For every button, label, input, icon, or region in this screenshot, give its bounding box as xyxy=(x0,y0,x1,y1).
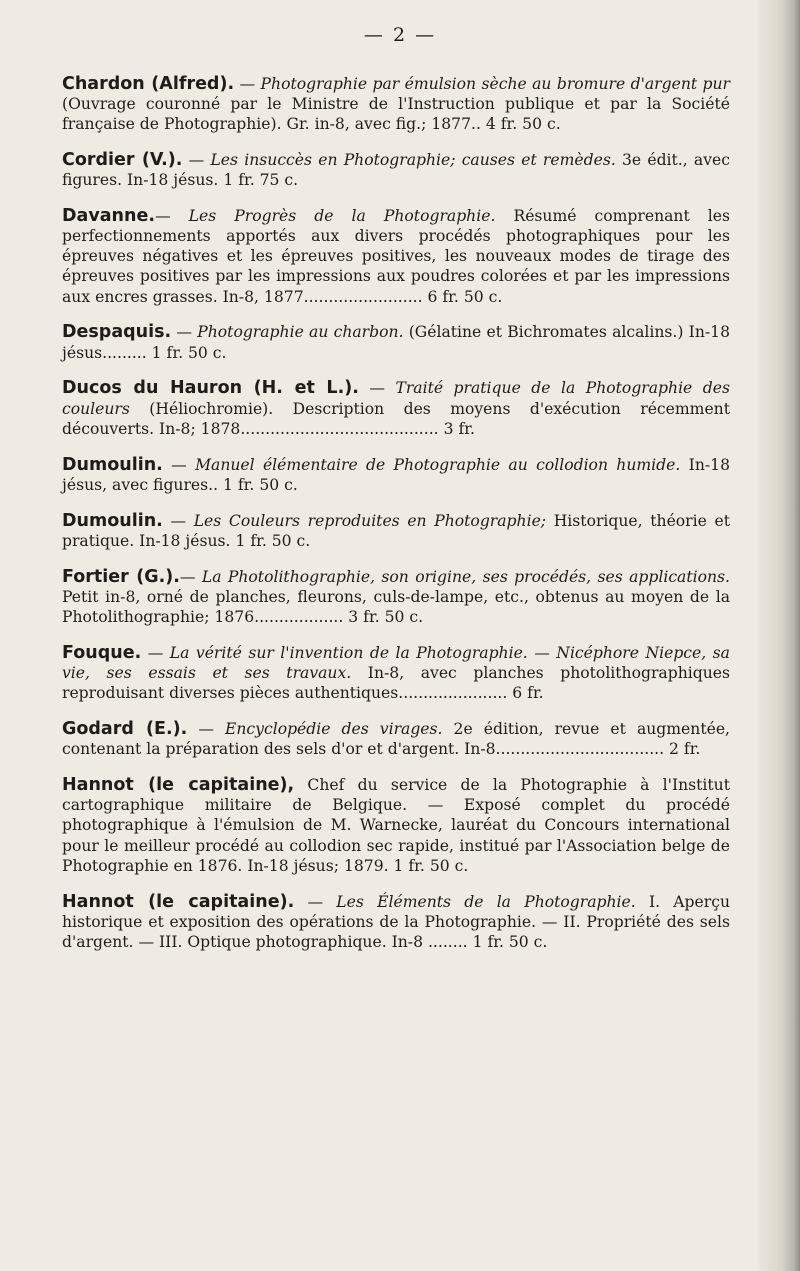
catalogue-entry: Hannot (le capitaine). — Les Éléments de la Photographie. I. Aperçu historique et exposition des opérations de la Photographie. — II. Propriété des sels d'argent. — III. Optique photographique. In-8 ........ 1 fr. 50 c. xyxy=(62,891,730,952)
catalogue-entries xyxy=(62,58,730,963)
entry-author: Dumoulin. xyxy=(62,510,163,531)
catalogue-entry: Dumoulin. — Manuel élémentaire de Photographie au collodion humide. In-18 jésus, avec figures.. 1 fr. 50 c. xyxy=(62,454,730,494)
entry-description: Petit in-8, orné de planches, fleurons, culs-de-lampe, etc., obtenus au moyen de la Photolithographie; 1876.................. 3 fr. 50 c. xyxy=(62,587,730,627)
entry-description: Résumé comprenant les perfectionnements apportés aux divers procédés photographiques pour les épreuves négatives et les épreuves positives, les nouveaux modes de tirage des épreuves positives par les impressions aux poudres colorées et par les impressions aux encres grasses. In-8, 1877........................ 6 fr. 50 c. xyxy=(62,206,730,306)
entry-author: Despaquis. xyxy=(62,322,172,343)
entry-title: La vérité sur l'invention de la Photographie. — Nicéphore Niepce, sa vie, ses essais et ses travaux. xyxy=(62,643,730,683)
catalogue-entry: Chardon (Alfred). — Photographie par émulsion sèche au bromure d'argent pur (Ouvrage couronné par le Ministre de l'Instruction publique et par la Société française de Photographie). Gr. in-8, avec fig.; 1877.. 4 fr. 50 c. xyxy=(62,73,731,133)
entry-description: (Gélatine et Bichromates alcalins.) In-18 jésus......... 1 fr. 50 c. xyxy=(62,323,730,362)
catalogue-entry: Godard (E.). — Encyclopédie des virages. 2e édition, revue et augmentée, contenant la préparation des sels d'or et d'argent. In-8.................................. 2 fr. xyxy=(62,719,731,759)
entry-title: Photographie au charbon. xyxy=(197,323,404,342)
entry-description: 3e édit., avec figures. In-18 jésus. 1 fr. 75 c. xyxy=(62,150,730,189)
catalogue-entry: Cordier (V.). — Les insuccès en Photographie; causes et remèdes. 3e édit., avec figures. In-18 jésus. 1 fr. 75 c. xyxy=(62,149,730,189)
entry-author: Godard (E.). xyxy=(62,719,188,740)
entry-author: Hannot (le capitaine), xyxy=(62,775,295,796)
entry-author: Ducos du Hauron (H. et L.). xyxy=(62,378,359,399)
entry-author: Cordier (V.). xyxy=(62,149,183,170)
entry-description: Historique, théorie et pratique. In-18 jésus. 1 fr. 50 c. xyxy=(62,511,730,550)
catalogue-entry: Dumoulin. — Les Couleurs reproduites en Photographie; Historique, théorie et pratique. In-18 jésus. 1 fr. 50 c. xyxy=(62,510,730,550)
entry-title: Les Couleurs reproduites en Photographie; xyxy=(193,511,547,530)
entry-title: Les insuccès en Photographie; causes et remèdes. xyxy=(210,150,616,169)
entry-title: La Photolithographie, son origine, ses procédés, ses applications. xyxy=(201,567,730,586)
entry-title: Encyclopédie des virages. xyxy=(225,720,443,739)
catalogue-entry xyxy=(62,775,730,876)
page-number: — 2 — xyxy=(363,24,437,46)
catalogue-entry: Fortier (G.).— La Photolithographie, son origine, ses procédés, ses applications. Petit in-8, orné de planches, fleurons, culs-de-lampe, etc., obtenus au moyen de la Photolithographie; 1876.................. 3 fr. 50 c. xyxy=(62,566,730,627)
entry-description: In-18 jésus, avec figures.. 1 fr. 50 c. xyxy=(62,455,730,494)
entry-description: Chef du service de la Photographie à l'Institut cartographique militaire de Belgique. — Exposé complet du procédé photographique à l'émulsion de M. Warnecke, lauréat du Concours international pour le meilleur procédé au collodion sec rapide, institué par l'Association belge de Photographie en 1876. In-18 jésus; 1879. 1 fr. 50 c. xyxy=(62,776,730,875)
entry-description: (Ouvrage couronné par le Ministre de l'Instruction publique et par la Société française de Photographie). Gr. in-8, avec fig.; 1877.. 4 fr. 50 c. xyxy=(62,94,730,133)
entry-description: 2e édition, revue et augmentée, contenant la préparation des sels d'or et d'argent. In-8.................................. 2 fr. xyxy=(62,720,731,759)
entry-description: I. Aperçu historique et exposition des opérations de la Photographie. — II. Propriété des sels d'argent. — III. Optique photographique. In-8 ........ 1 fr. 50 c. xyxy=(62,892,730,952)
entry-author: Davanne. xyxy=(62,205,155,226)
catalogue-entry: Fouque. — La vérité sur l'invention de la Photographie. — Nicéphore Niepce, sa vie, ses essais et ses travaux. In-8, avec planches photolithographiques reproduisant diverses pièces authentiques...................... 6 fr. xyxy=(62,642,730,703)
entry-title: Traité pratique de la Photographie des couleurs xyxy=(62,379,730,418)
entry-title: Les Progrès de la Photographie. xyxy=(188,206,496,225)
catalogue-entry: Davanne.— Les Progrès de la Photographie. Résumé comprenant les perfectionnements apportés aux divers procédés photographiques pour les épreuves négatives et les épreuves positives, les nouveaux modes de tirage des épreuves positives par les impressions aux poudres colorées et par les impressions aux encres grasses. In-8, 1877........................ 6 fr. 50 c. xyxy=(62,205,730,306)
entry-title: Les Éléments de la Photographie. xyxy=(336,892,636,911)
entry-author: Chardon (Alfred). xyxy=(62,73,235,94)
entry-description: In-8, avec planches photolithographiques reproduisant diverses pièces authentiques...................... 6 fr. xyxy=(62,664,730,703)
entry-author: Fouque. xyxy=(62,642,142,663)
entry-author: Dumoulin. xyxy=(62,454,163,475)
catalogue-entry: Despaquis. — Photographie au charbon. (Gélatine et Bichromates alcalins.) In-18 jésus......... 1 fr. 50 c. xyxy=(62,322,730,362)
entry-author: Hannot (le capitaine). xyxy=(62,891,295,912)
entry-title: Manuel élémentaire de Photographie au collodion humide. xyxy=(195,455,681,474)
entry-description: (Héliochromie). Description des moyens d'exécution récemment découverts. In-8; 1878........................................ 3 fr. xyxy=(62,399,730,438)
entry-author: Fortier (G.). xyxy=(62,566,180,587)
entry-title: Photographie par émulsion sèche au bromure d'argent pur xyxy=(260,74,731,93)
page-edge-shadow xyxy=(758,0,800,1271)
catalogue-entry: Ducos du Hauron (H. et L.). — Traité pratique de la Photographie des couleurs (Héliochromie). Description des moyens d'exécution récemment découverts. In-8; 1878........................................ 3 fr. xyxy=(62,378,730,438)
